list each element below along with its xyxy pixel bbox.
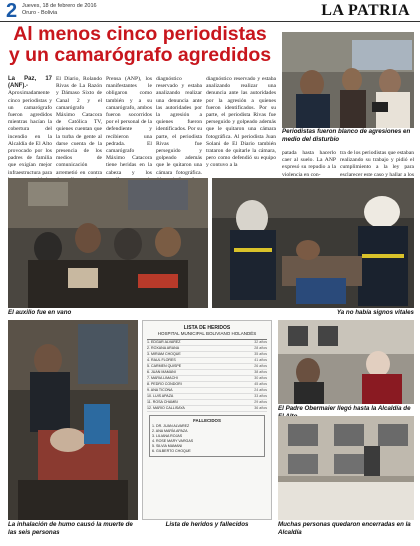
list-item: 6. GILBERTO CHOQUE bbox=[152, 449, 191, 453]
article-col6-text: tra de los periodistas que estaban realizando su trabajo y pidió el cumplimiento a la ley para esclarecer este caso y hallar a los bbox=[340, 150, 414, 178]
list-item: 2. ANA MARÍA APAZA bbox=[152, 429, 188, 433]
caption-trapped: Muchas personas quedaron encerradas en la Alcaldía bbox=[278, 521, 411, 536]
fallecidos-title: FALLECIDOS bbox=[193, 418, 221, 423]
article-col4-text: diagnóstico reservado y estaba analizando realizar una denuncia ante las autoridades por la agresión a quienes fueron identificados. Por su parte, el periodista Rivas fue perseguido y golpeado además que le quitaron una cámara fotográfica. bbox=[156, 76, 202, 176]
herido-detail: 35 años bbox=[254, 352, 267, 356]
list-item: 5. SILVIA MAMANI bbox=[152, 444, 183, 448]
article-column-7 bbox=[340, 150, 414, 176]
article-col1-text: Aproximadamente cinco periodistas y un camarógrafo fueron agredidos mientras hacían la cobertura del incendio en la Alcaldía de El Alto provocado por los padres de familia que exigían mejor infraestructura para bbox=[8, 90, 52, 176]
list-item: 1. DR. JUAN ALVAREZ bbox=[152, 424, 190, 428]
list-subtitle: HOSPITAL MUNICIPAL BOLIVIANO HOLANDÉS bbox=[157, 331, 257, 336]
herido-detail: 45 años bbox=[254, 382, 267, 386]
fallecidos-box bbox=[149, 415, 265, 457]
herido-name: 6. JUAN MAMANI bbox=[147, 370, 176, 374]
photo-rescue bbox=[8, 178, 208, 308]
list-title: LISTA DE HERIDOS bbox=[183, 325, 231, 331]
list-document bbox=[142, 320, 272, 520]
herido-detail: 30 años bbox=[254, 376, 267, 380]
herido-detail: 36 años bbox=[254, 406, 267, 410]
date-text: Jueves, 18 de febrero de 2016 bbox=[22, 3, 97, 9]
photo-journalists bbox=[282, 32, 414, 128]
location-text: Oruro - Bolivia bbox=[22, 10, 58, 16]
herido-name: 3. MIRIAM CHOQUE bbox=[147, 352, 181, 356]
herido-name: 12. MARIO CALLISAYA bbox=[147, 406, 185, 410]
herido-detail: 28 años bbox=[254, 346, 267, 350]
herido-name: 7. MARIA LIMACHI bbox=[147, 376, 178, 380]
photo-no-life bbox=[212, 178, 414, 308]
article-column-1 bbox=[8, 76, 52, 176]
herido-detail: 33 años bbox=[254, 394, 267, 398]
page-number: 2 bbox=[6, 0, 18, 22]
herido-name: 2. ROXANA ARANA bbox=[147, 346, 180, 350]
headline-line-2: y un camarógrafo agredidos bbox=[8, 44, 272, 66]
caption-priest: El Padre Obermaier llegó hasta la Alcaldía de bbox=[278, 405, 411, 412]
photo-priest bbox=[278, 320, 414, 404]
caption-list: Lista de heridos y fallecidos bbox=[165, 521, 249, 528]
article-column-2 bbox=[56, 76, 102, 176]
masthead: LA PATRIA bbox=[321, 2, 410, 19]
article-dateline: La Paz, 17 (ANF).- bbox=[8, 76, 52, 90]
caption-journalists: Periodistas fueron blanco de agresiones en medio del disturbio bbox=[282, 128, 411, 143]
article-col3-text: Prensa (ANP), los manifestantes le obligaron como también y a su camarógrafo, ambos fueron socorridos por el personal de la defendiente y recibieron una pedrada. El camarógrafo Máximo Catacora tiene heridas en la cabeza y los bbox=[106, 76, 152, 176]
herido-detail: 29 años bbox=[254, 400, 267, 404]
herido-detail: 41 años bbox=[254, 358, 267, 362]
herido-name: 1. EDGAR ALVAREZ bbox=[147, 340, 181, 344]
herido-detail: 32 años bbox=[254, 340, 267, 344]
list-item: 4. ROSE MARY VARGAS bbox=[152, 439, 194, 443]
article-col5-text: patada hasta hacerlo caer al suelo. La ANP expresó su repudio a la violencia en con- bbox=[282, 150, 336, 178]
article-column-3 bbox=[106, 76, 152, 176]
page-header bbox=[0, 0, 420, 22]
headline-line-1: Al menos cinco periodistas bbox=[13, 23, 267, 45]
article-column-6 bbox=[282, 150, 336, 176]
list-item bbox=[147, 406, 267, 412]
photo-journalists-image bbox=[282, 32, 414, 128]
article-column-4 bbox=[156, 76, 202, 176]
caption-no-life: Ya no había signos vitales bbox=[336, 309, 414, 316]
photo-trapped bbox=[278, 416, 414, 520]
photo-priest-image bbox=[278, 320, 414, 404]
herido-name: 11. ROSA CHAMBI bbox=[147, 400, 178, 404]
article-column-5 bbox=[206, 76, 276, 176]
herido-detail: 24 años bbox=[254, 388, 267, 392]
herido-name: 10. LUIS APAZA bbox=[147, 394, 174, 398]
article-col2-text: El Diario, Rolando Rivas de La Razón y Dámaso Sixto de Canal 2 y el camarógrafo Máximo Catacora de Católica TV, quienes cuentan que la turba de gente al darse cuenta de la presencia de los medios de comunicación arremetió en contra bbox=[56, 76, 102, 176]
photo-smoke-image bbox=[8, 320, 138, 520]
photo-smoke bbox=[8, 320, 138, 520]
herido-name: 8. PEDRO CONDORI bbox=[147, 382, 182, 386]
caption-smoke: La inhalación de humo causó la muerte de las seis personas bbox=[8, 521, 133, 536]
herido-name: 4. RAUL FLORES bbox=[147, 358, 176, 362]
caption-rescue: El auxilio fue en vano bbox=[8, 309, 72, 316]
heridos-table bbox=[147, 339, 267, 412]
photo-no-life-image bbox=[212, 178, 414, 308]
article-col4-cont: diagnóstico reservado y estaba analizando realizar una denuncia ante las autoridades por la agresión a quienes fueron identificados. Por su parte, el periodista Rivas fue perseguido y golpeado además que le quitaron una cámara fotográfica. Al periodista Juan Solani de El Diario también trataron de quitarle la cámara, pero como defendió su equipo y contuvo a la bbox=[206, 76, 276, 169]
photo-trapped-image bbox=[278, 416, 414, 520]
photo-rescue-image bbox=[8, 178, 208, 308]
herido-name: 9. ANA TICONA bbox=[147, 388, 173, 392]
herido-detail: 38 años bbox=[254, 370, 267, 374]
page-date bbox=[22, 3, 142, 17]
herido-detail: 26 años bbox=[254, 364, 267, 368]
herido-name: 5. CARMEN QUISPE bbox=[147, 364, 182, 368]
headline bbox=[0, 24, 280, 66]
list-item: 3. LILIANA ROJAS bbox=[152, 434, 183, 438]
